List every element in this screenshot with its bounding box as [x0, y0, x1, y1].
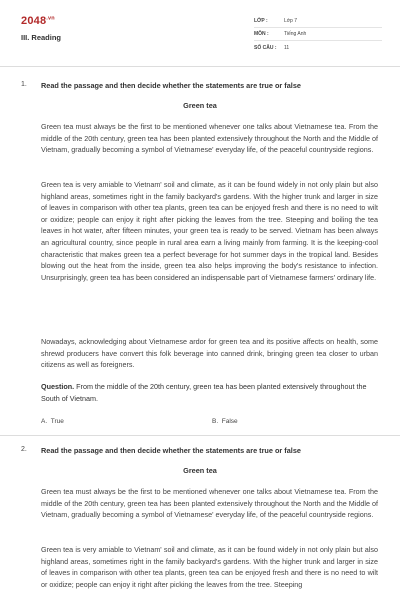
section-title: III. Reading [21, 33, 62, 42]
passage-paragraph: Green tea is very amiable to Vietnam' soil and climate, as it can be found widely in not only plain but also highland areas, sometimes right in the family backyard's gardens. With the higher trunk and larger in size of leaves in comparison with other tea plants, green tea can be enjoyed fresh and there is no need to wilt or oxidize; people can enjoy it right after picking the leaves from the tree. Steeping and boiling the tea leaves in hot water, after fifteen minutes, your green tea is ready to be served. Vietnam has been always an agricultural country, since people in rural area earn a living mainly from farming. It is the keeping-cool characteristic that makes green tea a perfect beverage for hot summer days in the tropical land. Besides blowing out the heat from the inside, green tea also helps improving the body's resistance to infection. Unsurprisingly, green tea has been considered an indispensable part of Vietnamese farmers' ordinary life. [41, 180, 378, 282]
passage-title: Green tea [183, 466, 217, 475]
question-label: Question. [41, 382, 75, 391]
site-logo[interactable]: $2048^{.vn}$ [21, 15, 55, 27]
question-instruction: Read the passage and then decide whether the statements are true or false [41, 81, 301, 90]
passage-paragraph: Green tea is very amiable to Vietnam' soil and climate, as it can be found widely in not only plain but also highland areas, sometimes right in the family backyard's gardens. With the higher trunk and larger in size of leaves in comparison with other tea plants, green tea can be enjoyed fresh and there is no need to wilt or oxidize; people can enjoy it right after picking the leaves from the tree. Steeping [41, 545, 378, 589]
passage-paragraph: Nowadays, acknowledging about Vietnamese ardor for green tea and its positive affects on health, some shrewd producers have convert this folk beverage into canned drink, bringing green tea closer to urban citizens as well as foreigners. [41, 337, 378, 370]
question-number: 2. [21, 446, 27, 453]
meta-class: LỚP : Lớp 7 [254, 18, 298, 24]
question-text: From the middle of the 20th century, green tea has been planted extensively throughout the South of Vietnam. [41, 382, 367, 403]
question-number: 1. [21, 81, 27, 88]
question-divider [0, 435, 400, 436]
meta-question-count: SỐ CÂU : 11 [254, 45, 290, 51]
question-instruction: Read the passage and then decide whether the statements are true or false [41, 446, 301, 455]
divider [254, 40, 382, 41]
option-a[interactable]: A. True [41, 418, 64, 425]
passage-title: Green tea [183, 101, 217, 110]
passage-paragraph: Green tea must always be the first to be mentioned whenever one talks about Vietnamese tea. From the middle of the 20th century, green tea has been planted extensively throughout the North and the Middle of Vietnam, gradually becoming a symbol of Vietnamese' everyday life, of the peaceful countryside regions. [41, 487, 378, 520]
divider [254, 27, 382, 28]
option-b[interactable]: B. False [212, 418, 238, 425]
meta-subject: MÔN : Tiếng Anh [254, 31, 307, 37]
page-header [0, 0, 400, 62]
question-statement [41, 381, 378, 404]
passage-paragraph: Green tea must always be the first to be mentioned whenever one talks about Vietnamese tea. From the middle of the 20th century, green tea has been planted extensively throughout the North and the Middle of Vietnam, gradually becoming a symbol of Vietnamese' everyday life, of the peaceful countryside regions. [41, 122, 378, 155]
header-divider [0, 66, 400, 67]
